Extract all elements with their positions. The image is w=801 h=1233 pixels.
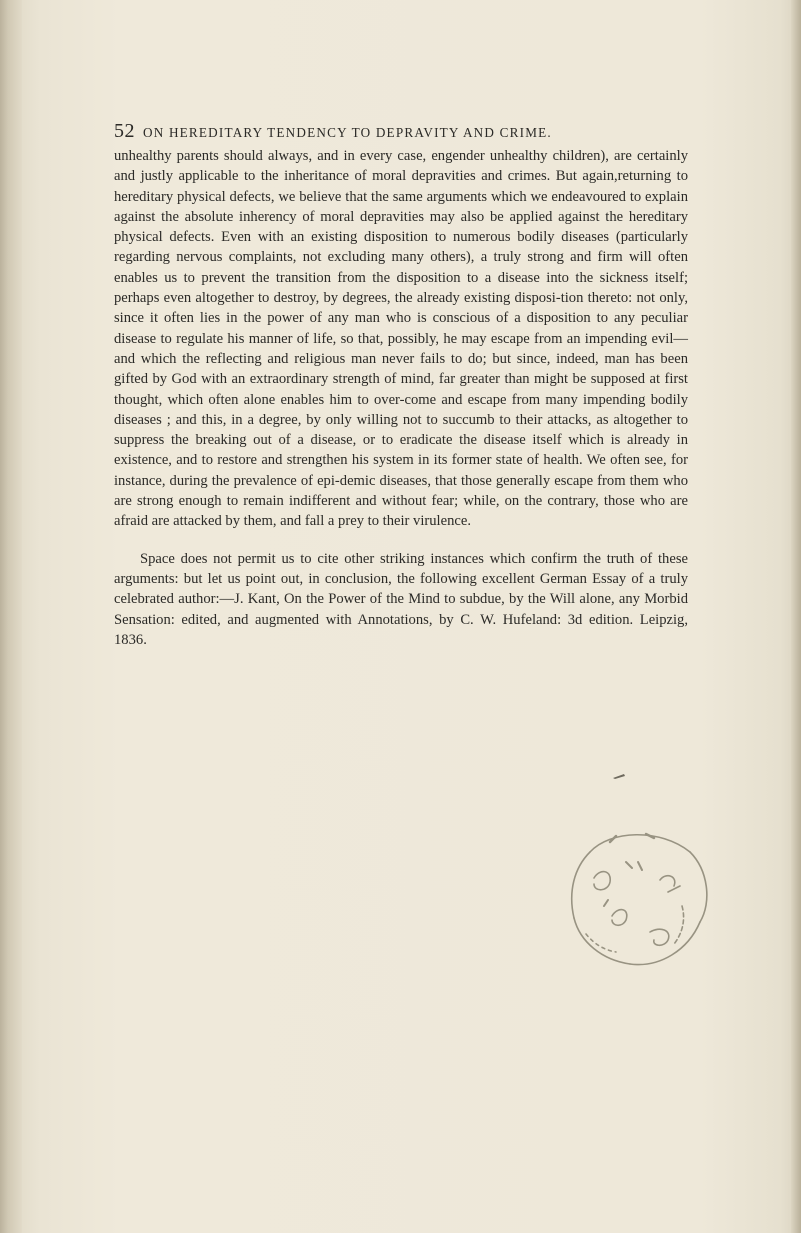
running-head: ON HEREDITARY TENDENCY TO DEPRAVITY AND CRIME.	[143, 125, 552, 140]
ink-speck-icon	[612, 773, 626, 779]
paragraph-1: unhealthy parents should always, and in every case, engender unhealthy children), are certainly and justly applicable to the inheritance of moral depravities and crimes. But again,returning to hereditary physical defects, we believe that the same arguments which we endeavoured to explain against the absolute inherency of moral depravities may also be applied against the hereditary physical defects. Even with an existing disposition to numerous bodily diseases (particularly regarding nervous complaints, not excluding many others), a truly strong and firm will often enables us to prevent the transition from the disposition to a disease into the sickness itself; perhaps even altogether to destroy, by degrees, the already existing disposi-tion thereto: not only, since it often lies in the power of any man who is conscious of a disposition to any peculiar disease to regulate his manner of life, so that, possibly, he may escape from an impending evil—and which the reflecting and religious man never fails to do; but since, indeed, man has been gifted by God with an extraordinary strength of mind, far greater than might be supposed at first thought, which often alone enables him to over-come and escape from many impending bodily diseases ; and this, in a degree, by only willing not to succumb to their attacks, as altogether to suppress the breaking out of a disease, or to eradicate the disease itself which is already in existence, and to restore and strengthen his system in its former state of health. We often see, for instance, during the prevalence of epi-demic diseases, that those generally escape from them who are strong enough to remain indifferent and without fear; while, on the contrary, those who are afraid are attacked by them, and fall a prey to their virulence.	[114, 148, 688, 530]
page-edge-shadow	[791, 0, 801, 1233]
page-gutter-shadow	[0, 0, 22, 1233]
page-header	[114, 120, 714, 142]
page-number: 52	[114, 120, 135, 142]
paragraph-2: Space does not permit us to cite other striking instances which confirm the truth of these arguments: but let us point out, in conclusion, the following excellent German Essay of a truly celebrated author:—J. Kant, On the Power of the Mind to subdue, by the Will alone, any Morbid Sensation: edited, and augmented with Annotations, by C. W. Hufeland: 3d edition. Leipzig, 1836.	[114, 550, 688, 648]
body-text	[114, 146, 688, 650]
ink-stamp-ornament-icon	[550, 822, 720, 972]
